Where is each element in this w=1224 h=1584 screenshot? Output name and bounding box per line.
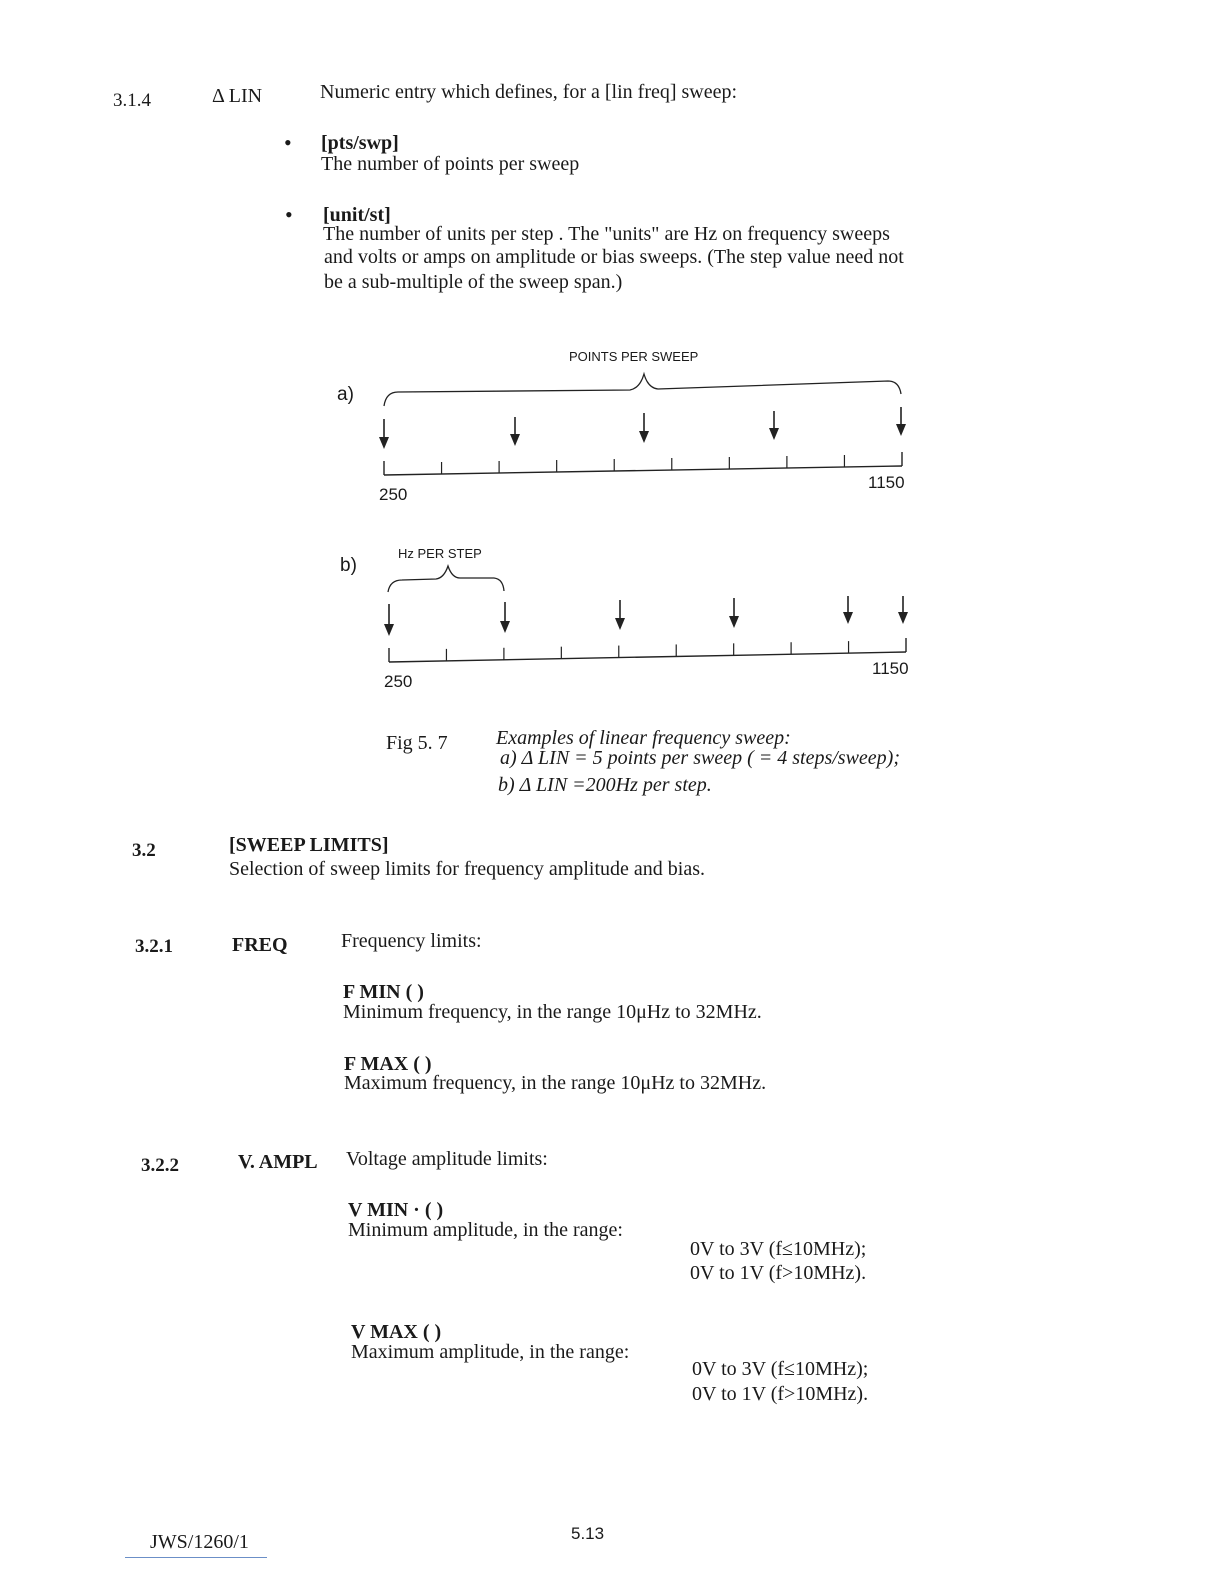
arrow-b-3-head — [615, 618, 625, 630]
bullet-term-pts-swp: [pts/swp] — [321, 132, 399, 154]
section-3-2-2-intro: Voltage amplitude limits: — [346, 1148, 548, 1170]
bullet-term-unit-st: [unit/st] — [323, 204, 391, 226]
figure-b-end-value: 1150 — [872, 659, 909, 678]
vmax-term: V MAX ( ) — [351, 1321, 442, 1343]
arrow-b-6-head — [898, 612, 908, 624]
fmin-desc: Minimum frequency, in the range 10μHz to 32MHz. — [343, 1001, 762, 1023]
ticks-b — [446, 641, 848, 661]
arrow-b-1-head — [384, 624, 394, 636]
section-number-3-2: 3.2 — [132, 840, 156, 861]
vmin-range-1: 0V to 3V (f≤10MHz); — [690, 1238, 867, 1260]
section-3-2-1-intro: Frequency limits: — [341, 930, 482, 952]
section-key-delta-lin: Δ LIN — [212, 85, 263, 107]
section-number-3-2-1: 3.2.1 — [135, 936, 173, 957]
figure-b-brace-label: Hz PER STEP — [398, 546, 482, 561]
footer-doc-ref: JWS/1260/1 — [150, 1531, 249, 1553]
arrows-b — [384, 596, 908, 636]
fmax-desc: Maximum frequency, in the range 10μHz to 32MHz. — [344, 1072, 767, 1094]
figure-caption-line-1: Examples of linear frequency sweep: — [496, 727, 791, 749]
figure-caption-line-2: a) Δ LIN = 5 points per sweep ( = 4 steps/sweep); — [500, 747, 900, 769]
vmin-desc: Minimum amplitude, in the range: — [348, 1219, 623, 1241]
arrow-b-5-head — [843, 612, 853, 624]
figure-caption-line-3: b) Δ LIN =200Hz per step. — [498, 774, 712, 796]
bullet-dot-2: • — [285, 202, 293, 227]
bullet-desc-pts-swp: The number of points per sweep — [321, 153, 580, 175]
vmin-term: V MIN · ( ) — [348, 1199, 444, 1221]
figure-a-start-value: 250 — [379, 485, 408, 504]
arrow-b-2-head — [500, 621, 510, 633]
vmin-range-2: 0V to 1V (f>10MHz). — [690, 1262, 867, 1284]
footer-underline — [125, 1557, 267, 1558]
figure-b-label: b) — [340, 555, 357, 576]
brace-b — [388, 566, 504, 592]
fmax-term: F MAX ( ) — [344, 1053, 432, 1075]
figure-caption-label: Fig 5. 7 — [386, 732, 448, 754]
figure-a-label: a) — [337, 384, 354, 405]
section-key-v-ampl: V. AMPL — [238, 1151, 318, 1173]
bullet-desc-unit-st-line-3: be a sub-multiple of the sweep span.) — [324, 271, 623, 293]
section-3-2-desc: Selection of sweep limits for frequency amplitude and bias. — [229, 858, 705, 880]
arrow-b-4-head — [729, 616, 739, 628]
axis-b — [389, 638, 906, 662]
footer-page-number: 5.13 — [571, 1524, 605, 1543]
section-number-3-2-2: 3.2.2 — [141, 1155, 179, 1176]
section-key-freq: FREQ — [232, 934, 288, 956]
section-number-3-1-4: 3.1.4 — [113, 90, 151, 111]
bullet-desc-unit-st-line-1: The number of units per step . The "units" are Hz on frequency sweeps — [323, 223, 890, 245]
bullet-desc-unit-st-line-2: and volts or amps on amplitude or bias sweeps. (The step value need not — [324, 246, 904, 268]
section-3-2-title: [SWEEP LIMITS] — [229, 834, 389, 856]
fmin-term: F MIN ( ) — [343, 981, 424, 1003]
bullet-dot-1: • — [284, 130, 292, 155]
figure-a-brace-label: POINTS PER SWEEP — [569, 349, 699, 364]
figure-b-start-value: 250 — [384, 672, 413, 691]
vmax-range-1: 0V to 3V (f≤10MHz); — [692, 1358, 869, 1380]
vmax-desc: Maximum amplitude, in the range: — [351, 1341, 630, 1363]
section-3-1-4-intro: Numeric entry which defines, for a [lin freq] sweep: — [320, 81, 738, 103]
vmax-range-2: 0V to 1V (f>10MHz). — [692, 1383, 869, 1405]
figure-a-end-value: 1150 — [868, 473, 905, 492]
